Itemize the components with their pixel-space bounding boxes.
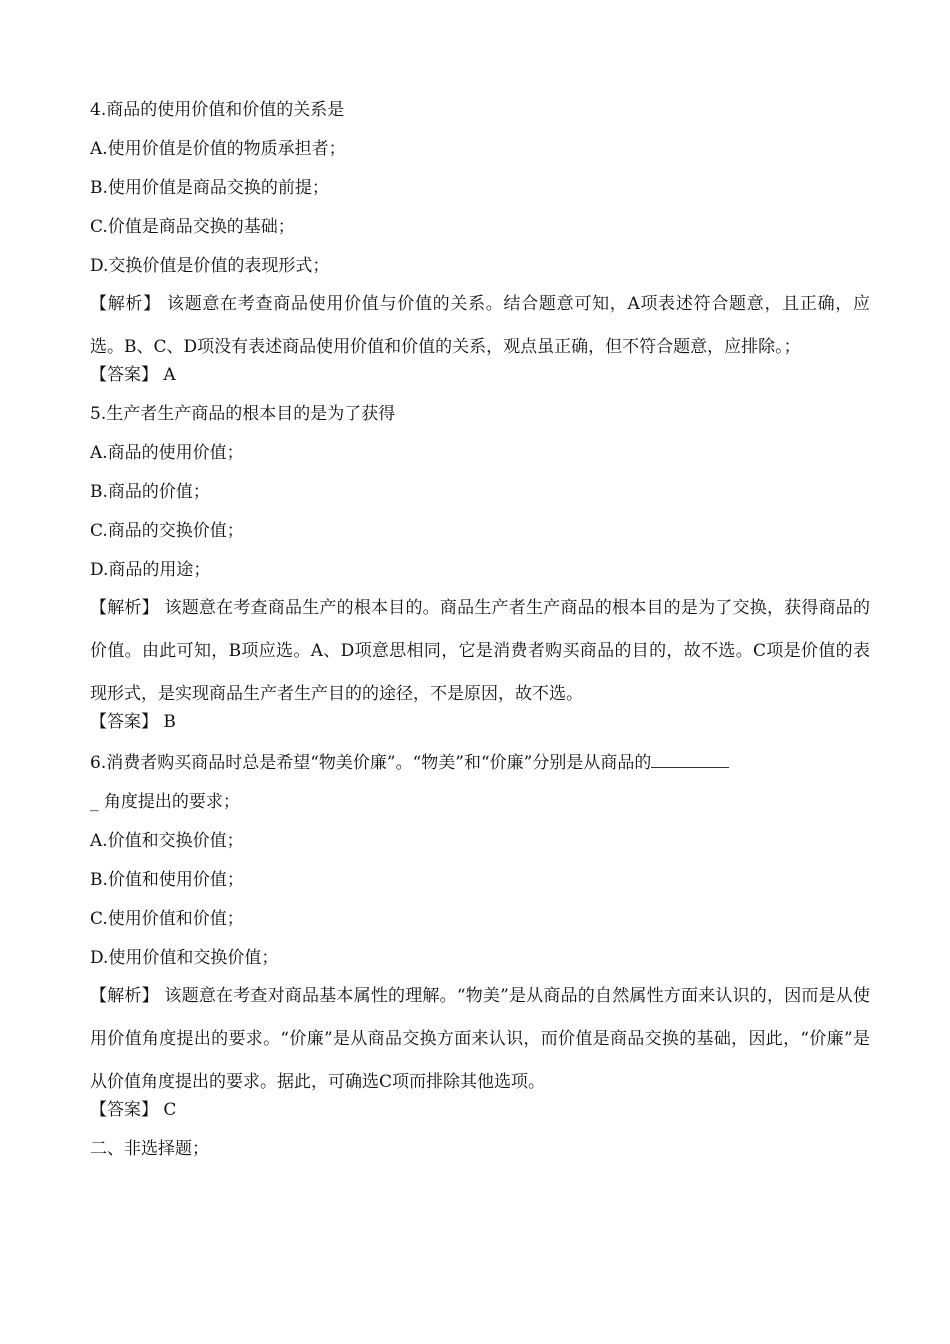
question-6-analysis — [90, 975, 870, 1104]
analysis-text: 该题意在考查商品生产的根本目的。商品生产者生产商品的根本目的是为了交换，获得商品的价值。由此可知，B项应选。A、D项意思相同，它是消费者购买商品的目的，故不选。C项是价值的表现形式，是实现商品生产者生产目的的途径，不是原因，故不选。 — [90, 598, 871, 704]
question-6-title-continued: _ 角度提出的要求； — [90, 792, 240, 812]
question-6-option-b: B.价值和使用价值； — [90, 870, 244, 890]
answer-value: A — [163, 365, 176, 385]
question-4-option-c: C.价值是商品交换的基础； — [90, 217, 295, 237]
answer-tag: 【答案】 — [90, 712, 158, 732]
question-5-analysis — [90, 587, 870, 716]
question-4-analysis — [90, 283, 870, 369]
question-5-title: 5.生产者生产商品的根本目的是为了获得 — [90, 404, 396, 424]
analysis-tag: 【解析】 — [90, 986, 159, 1006]
document-page — [90, 100, 870, 1159]
question-5-option-c: C.商品的交换价值； — [90, 521, 244, 541]
question-4-option-d: D.交换价值是价值的表现形式； — [90, 256, 330, 276]
answer-tag: 【答案】 — [90, 365, 158, 385]
analysis-text: 该题意在考查对商品基本属性的理解。“物美”是从商品的自然属性方面来认识的，因而是从使用价值角度提出的要求。“价廉”是从商品交换方面来认识，而价值是商品交换的基础，因此，“价廉”是从价值角度提出的要求。据此，可确选C项而排除其他选项。 — [90, 986, 871, 1092]
question-4-option-b: B.使用价值是商品交换的前提； — [90, 178, 329, 198]
question-6-option-a: A.价值和交换价值； — [90, 831, 244, 851]
question-6-option-d: D.使用价值和交换价值； — [90, 948, 279, 968]
question-5-option-d: D.商品的用途； — [90, 560, 211, 580]
question-5-option-b: B.商品的价值； — [90, 482, 210, 502]
question-5-option-a: A.商品的使用价值； — [90, 443, 244, 463]
question-4-option-a: A.使用价值是价值的物质承担者； — [90, 139, 346, 159]
answer-tag: 【答案】 — [90, 1100, 158, 1120]
analysis-tag: 【解析】 — [90, 294, 161, 314]
question-6-title — [90, 751, 870, 773]
question-6-option-c: C.使用价值和价值； — [90, 909, 244, 929]
answer-value: B — [163, 712, 176, 732]
section-title: 二、非选择题； — [90, 1139, 209, 1159]
analysis-tag: 【解析】 — [90, 598, 159, 618]
question-4-title: 4.商品的使用价值和价值的关系是 — [90, 100, 345, 120]
fill-in-blank — [651, 751, 729, 768]
answer-value: C — [163, 1100, 177, 1120]
analysis-text: 该题意在考查商品使用价值与价值的关系。结合题意可知，A项表述符合题意，且正确，应选。B、C、D项没有表述商品使用价值和价值的关系，观点虽正确，但不符合题意，应排除。； — [90, 294, 871, 357]
question-6-title-text: 6.消费者购买商品时总是希望“物美价廉”。“物美”和“价廉”分别是从商品的 — [90, 753, 652, 773]
